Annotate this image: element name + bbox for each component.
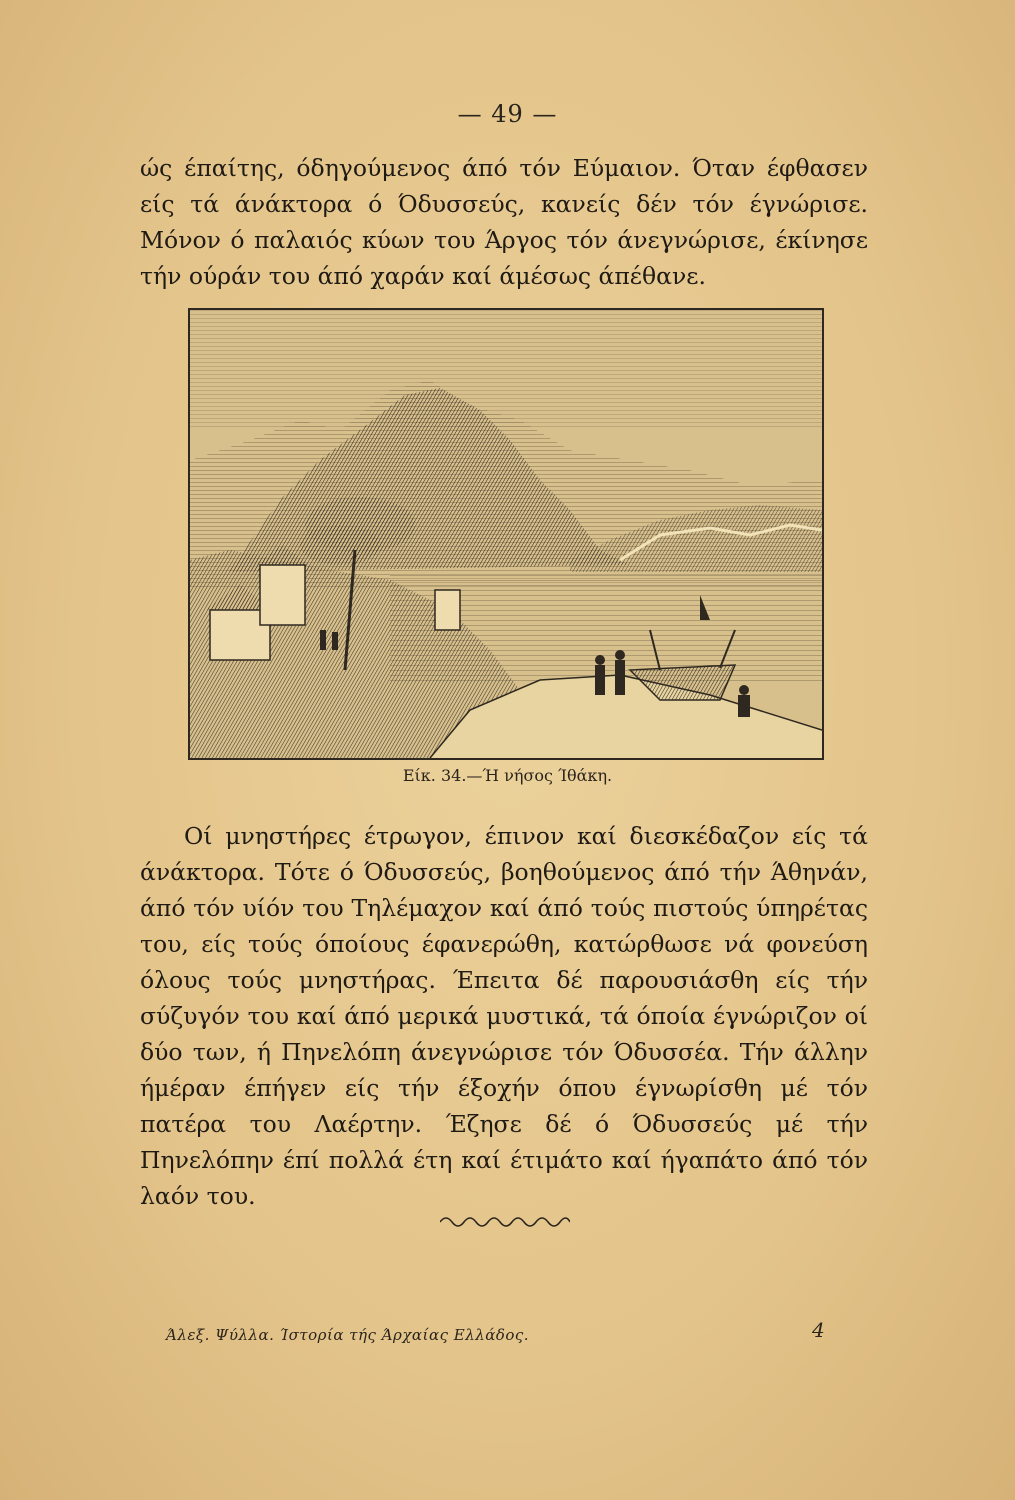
paragraph-1-text: ώς έπαίτης, όδηγούμενος άπό τόν Εύμαιον. Όταν έφθασεν είς τά άνάκτορα ό Όδυσσεύς, κανείς δέν τόν έγνώρισε. Μόνον ό παλαιός κύων του Άργος τόν άνεγνώρισε, έκίνησε τήν ούράν του άπό χαράν καί άμέσως άπέθανε.	[140, 154, 868, 290]
decorative-ornament	[440, 1212, 570, 1232]
page-number: — 49 —	[457, 100, 558, 128]
footer-reference: Άλεξ. Ψύλλα. Ίστορία τής Άρχαίας Ελλάδος.	[166, 1326, 530, 1344]
paragraph-1	[140, 150, 868, 294]
paragraph-2	[140, 818, 868, 1214]
ithaca-engraving	[188, 308, 824, 760]
paragraph-2-text: Οί μνηστήρες έτρωγον, έπινον καί διεσκέδαζον είς τά άνάκτορα. Τότε ό Όδυσσεύς, βοηθούμενος άπό τήν Άθηνάν, άπό τόν υίόν του Τηλέμαχον καί άπό τούς πιστούς ύπηρέτας του, είς τούς όποίους έφανερώθη, κατώρθωσε νά φονεύση όλους τούς μνηστήρας. Έπειτα δέ παρουσιάσθη είς τήν σύζυγόν του καί άπό μερικά μυστικά, τά όποία έγνώριζον οί δύο των, ή Πηνελόπη άνεγνώρισε τόν Όδυσσέα. Τήν άλλην ήμέραν έπήγεν είς τήν έξοχήν όπου έγνωρίσθη μέ τόν πατέρα του Λαέρτην. Έζησε δέ ό Όδυσσεύς μέ τήν Πηνελόπην έπί πολλά έτη καί έτιμάτο καί ήγαπάτο άπό τόν λαόν του.	[140, 822, 868, 1210]
engraving-drawing	[190, 310, 822, 758]
signature-mark: 4	[812, 1318, 825, 1342]
figure-caption: Είκ. 34.—Ή νήσος Ίθάκη.	[402, 766, 613, 785]
